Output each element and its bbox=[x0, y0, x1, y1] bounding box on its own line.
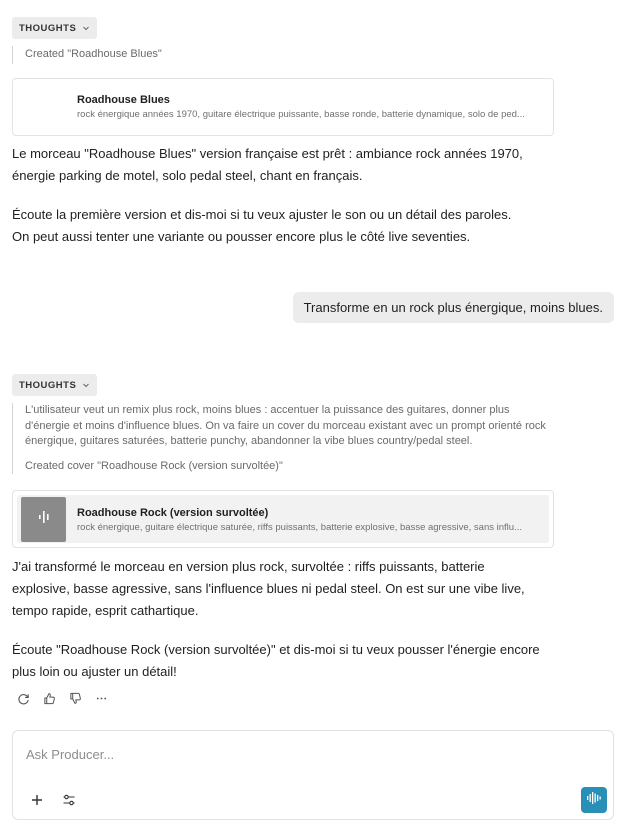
thoughts-label: THOUGHTS bbox=[19, 379, 77, 391]
voice-waveform-icon bbox=[586, 791, 602, 810]
thoughts-label: THOUGHTS bbox=[19, 22, 77, 34]
message-actions bbox=[16, 691, 108, 705]
track-card-roadhouse-rock[interactable] bbox=[12, 490, 554, 548]
waveform-icon bbox=[36, 509, 52, 530]
composer bbox=[12, 730, 614, 820]
regenerate-icon[interactable] bbox=[16, 691, 30, 705]
track-description: rock énergique années 1970, guitare électrique puissante, basse ronde, batterie dynamique, solo de ped... bbox=[77, 109, 525, 120]
add-icon[interactable] bbox=[30, 793, 44, 807]
thoughts-created-line: Created cover "Roadhouse Rock (version survoltée)" bbox=[25, 459, 283, 472]
track-title: Roadhouse Blues bbox=[77, 94, 170, 106]
chevron-down-icon bbox=[82, 381, 90, 389]
track-thumbnail[interactable] bbox=[21, 497, 66, 542]
assistant-message-2-p1: J'ai transformé le morceau en version plus rock, survoltée : riffs puissants, batterie explosive, basse agressive, sans l'influence blues ni pedal steel. On est sur une vibe live, tempo rapide, esprit cathartique. bbox=[12, 559, 525, 618]
thoughts-reasoning: L'utilisateur veut un remix plus rock, moins blues : accentuer la puissance des guitares, donner plus d'énergie et moins d'influence blues. On va faire un cover du morceau existant avec un prompt orienté rock énergique, guitares saturées, batterie punchy, abandonner la vibe blues country/pedal steel. bbox=[25, 404, 546, 447]
ask-producer-input[interactable] bbox=[26, 745, 586, 763]
assistant-message-1-p2: Écoute la première version et dis-moi si tu veux ajuster le son ou un détail des paroles. On peut aussi tenter une variante ou pousser encore plus le côté live seventies. bbox=[12, 207, 512, 244]
user-message-bubble bbox=[293, 292, 614, 323]
more-options-icon[interactable] bbox=[94, 691, 108, 705]
chevron-down-icon bbox=[82, 24, 90, 32]
thoughts-toggle-1[interactable] bbox=[12, 17, 97, 39]
thoughts-created-line: Created "Roadhouse Blues" bbox=[25, 48, 162, 60]
assistant-message-2-p2: Écoute "Roadhouse Rock (version survoltée)" et dis-moi si tu veux pousser l'énergie encore plus loin ou ajuster un détail! bbox=[12, 642, 540, 679]
thoughts-toggle-2[interactable] bbox=[12, 374, 97, 396]
track-card-roadhouse-blues[interactable] bbox=[12, 78, 554, 136]
settings-sliders-icon[interactable] bbox=[62, 793, 76, 807]
user-message-text: Transforme en un rock plus énergique, moins blues. bbox=[303, 300, 603, 315]
track-description: rock énergique, guitare électrique saturée, riffs puissants, batterie explosive, basse agressive, sans influ... bbox=[77, 522, 522, 533]
thumbs-down-icon[interactable] bbox=[68, 691, 82, 705]
thumbs-up-icon[interactable] bbox=[42, 691, 56, 705]
thoughts-content-2 bbox=[12, 403, 552, 474]
thoughts-content-1 bbox=[12, 46, 162, 64]
voice-input-button[interactable] bbox=[581, 787, 607, 813]
assistant-message-1-p1: Le morceau "Roadhouse Blues" version française est prêt : ambiance rock années 1970, énergie parking de motel, solo pedal steel, chant en français. bbox=[12, 146, 523, 183]
track-title: Roadhouse Rock (version survoltée) bbox=[77, 507, 269, 519]
